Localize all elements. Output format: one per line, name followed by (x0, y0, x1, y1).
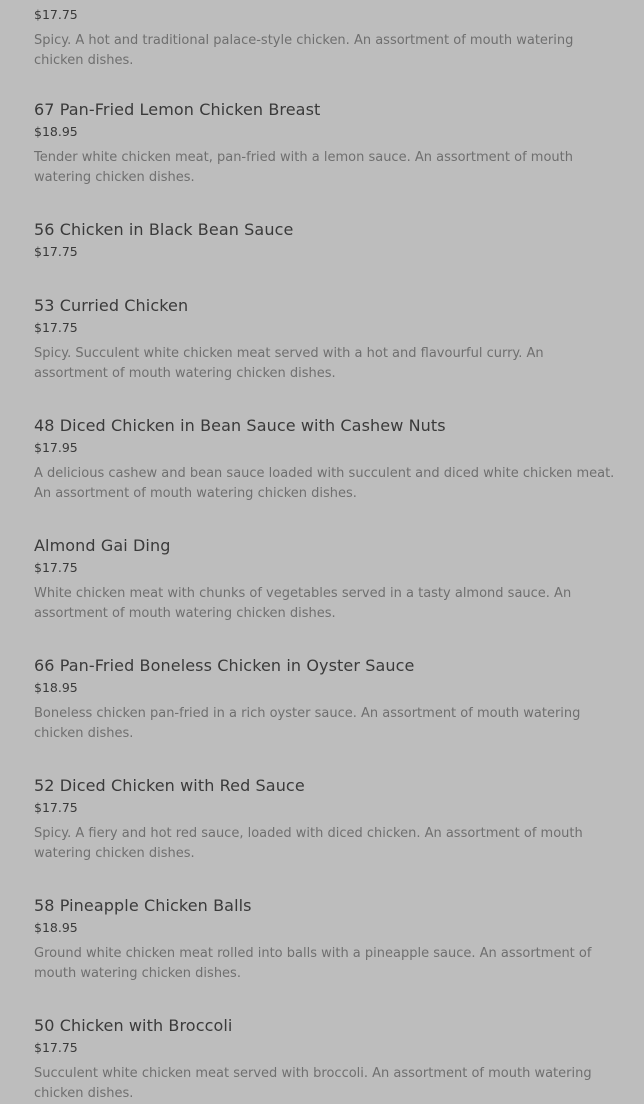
menu-item[interactable] (34, 775, 620, 864)
item-name[interactable]: 50 Chicken with Broccoli (34, 1016, 233, 1035)
item-name[interactable]: Almond Gai Ding (34, 536, 171, 555)
item-description: Spicy. A hot and traditional palace-style chicken. An assortment of mouth watering chicken dishes. (34, 33, 574, 68)
item-description: Tender white chicken meat, pan-fried with a lemon sauce. An assortment of mouth watering chicken dishes. (34, 150, 573, 185)
item-name[interactable]: 48 Diced Chicken in Bean Sauce with Cashew Nuts (34, 416, 446, 435)
item-description: Spicy. A fiery and hot red sauce, loaded with diced chicken. An assortment of mouth watering chicken dishes. (34, 826, 583, 861)
item-description: Succulent white chicken meat served with broccoli. An assortment of mouth watering chicken dishes. (34, 1066, 592, 1101)
item-name[interactable]: 66 Pan-Fried Boneless Chicken in Oyster Sauce (34, 656, 415, 675)
item-description: Boneless chicken pan-fried in a rich oyster sauce. An assortment of mouth watering chicken dishes. (34, 706, 581, 741)
menu-item[interactable] (34, 535, 620, 624)
menu-item[interactable] (34, 655, 620, 744)
menu-item[interactable] (34, 415, 620, 504)
item-price: $18.95 (34, 124, 78, 139)
item-price: $17.75 (34, 7, 78, 22)
menu-item[interactable] (34, 1015, 620, 1104)
item-price: $17.95 (34, 440, 78, 455)
item-price: $18.95 (34, 680, 78, 695)
item-price: $17.75 (34, 800, 78, 815)
item-name[interactable]: 53 Curried Chicken (34, 296, 189, 315)
item-price: $17.75 (34, 320, 78, 335)
item-name[interactable]: 67 Pan-Fried Lemon Chicken Breast (34, 100, 321, 119)
item-price: $17.75 (34, 244, 78, 259)
item-description: Spicy. Succulent white chicken meat served with a hot and flavourful curry. An assortment of mouth watering chicken dishes. (34, 346, 544, 381)
item-description: Ground white chicken meat rolled into balls with a pineapple sauce. An assortment of mouth watering chicken dishes. (34, 946, 592, 981)
item-name[interactable]: 52 Diced Chicken with Red Sauce (34, 776, 305, 795)
item-price: $18.95 (34, 920, 78, 935)
item-description: White chicken meat with chunks of vegetables served in a tasty almond sauce. An assortment of mouth watering chicken dishes. (34, 586, 572, 621)
menu-item[interactable] (34, 7, 620, 71)
menu-item[interactable] (34, 295, 620, 384)
item-price: $17.75 (34, 1040, 78, 1055)
menu-item[interactable] (34, 895, 620, 984)
item-description: A delicious cashew and bean sauce loaded with succulent and diced white chicken meat. An assortment of mouth watering chicken dishes. (34, 466, 615, 501)
menu-item[interactable] (34, 219, 293, 260)
item-name[interactable]: 58 Pineapple Chicken Balls (34, 896, 252, 915)
item-name[interactable]: 56 Chicken in Black Bean Sauce (34, 220, 294, 239)
item-price: $17.75 (34, 560, 78, 575)
menu-item[interactable] (34, 99, 620, 188)
